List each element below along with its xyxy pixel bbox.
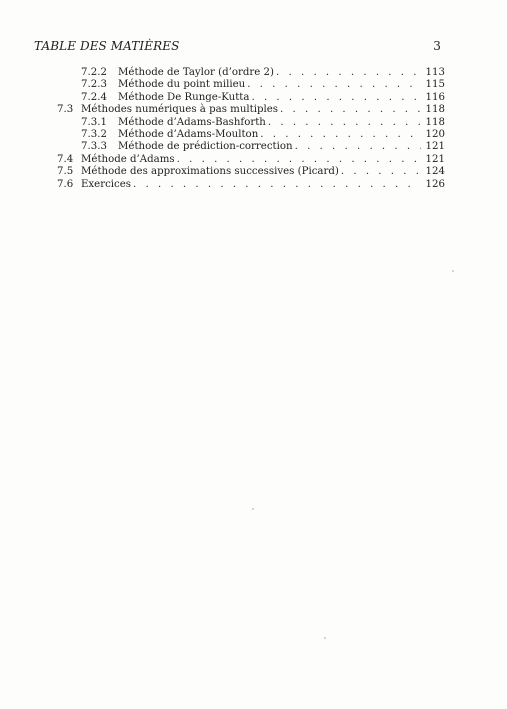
toc-entry: [57, 166, 445, 178]
toc-entry-title: Méthode De Runge-Kutta: [118, 91, 250, 103]
toc-entry-title: Méthodes numériques à pas multiples: [81, 104, 279, 116]
toc-entry-page: 126: [425, 178, 445, 190]
toc-entry: [57, 67, 445, 79]
toc-entry-title: Méthode d’Adams-Moulton: [118, 128, 259, 140]
scan-speck: [252, 508, 254, 510]
dot-leader: [133, 179, 421, 191]
toc-entry: [57, 154, 445, 166]
scan-speck: [324, 637, 326, 639]
toc-entry-number: 7.6: [57, 178, 74, 190]
running-header-title: TABLE DES MATIÈRES: [34, 39, 180, 53]
toc-entry-number: 7.5: [57, 166, 74, 178]
dot-leader: [341, 166, 421, 178]
toc-entry-number: 7.4: [57, 153, 74, 165]
toc-entry-page: 118: [425, 116, 445, 128]
toc-entry-number: 7.3: [57, 104, 74, 116]
toc-entry-number: 7.2.2: [81, 67, 107, 78]
toc-entry-page: 121: [425, 141, 445, 153]
toc-entry: [57, 92, 445, 104]
table-of-contents: [57, 67, 445, 191]
toc-entry: [57, 117, 445, 129]
toc-entry-number: 7.2.3: [81, 79, 107, 91]
dot-leader: [276, 67, 421, 79]
scan-speck: [452, 270, 454, 272]
toc-entry-title: Méthode des approximations successives (Picard): [81, 166, 339, 178]
dot-leader: [177, 154, 421, 166]
toc-entry-title: Méthode de Taylor (d’ordre 2): [118, 67, 275, 78]
page-number: 3: [433, 39, 441, 53]
toc-entry: [57, 79, 445, 91]
toc-entry: [57, 179, 445, 191]
toc-entry-title: Méthode d’Adams-Bashforth: [118, 116, 266, 128]
dot-leader: [247, 79, 421, 91]
toc-entry-number: 7.3.2: [81, 128, 107, 140]
toc-entry-title: Méthode d’Adams: [81, 153, 175, 165]
toc-entry-page: 121: [425, 153, 445, 165]
toc-entry-page: 118: [425, 104, 445, 116]
toc-entry-page: 113: [425, 67, 445, 78]
dot-leader: [260, 129, 421, 141]
toc-entry-number: 7.3.1: [81, 116, 107, 128]
toc-entry: [57, 129, 445, 141]
toc-entry-page: 115: [425, 79, 445, 91]
toc-entry: [57, 104, 445, 116]
toc-entry: [57, 141, 445, 153]
dot-leader: [251, 92, 421, 104]
toc-entry-title: Méthode du point milieu: [118, 79, 246, 91]
toc-entry-number: 7.2.4: [81, 91, 107, 103]
toc-entry-number: 7.3.3: [81, 141, 107, 153]
toc-entry-page: 124: [425, 166, 445, 178]
dot-leader: [280, 104, 421, 116]
toc-entry-title: Exercices: [81, 178, 132, 190]
running-header: [34, 39, 441, 53]
dot-leader: [295, 141, 421, 153]
dot-leader: [268, 117, 421, 129]
toc-entry-page: 116: [425, 91, 445, 103]
toc-entry-title: Méthode de prédiction-correction: [118, 141, 293, 153]
toc-entry-page: 120: [425, 128, 445, 140]
